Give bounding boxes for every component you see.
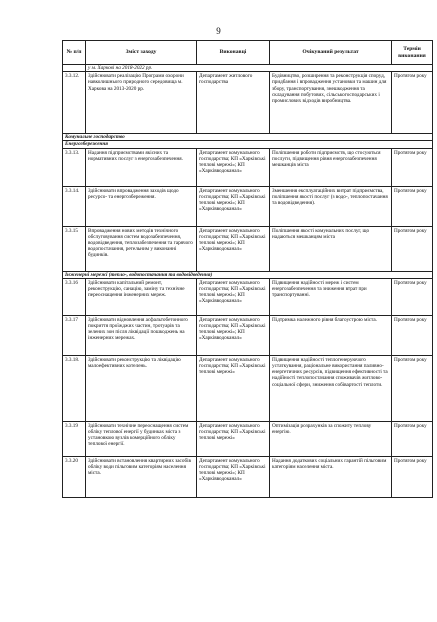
row-executors: Департамент житлового господарства xyxy=(197,72,270,134)
header-number: № п/п xyxy=(63,41,86,65)
row-executors: Департамент комунального господарства; КП «Харківські теплові мережі»; КП «Харківводоканал» xyxy=(197,278,270,315)
row-result: Підвищення надійності мереж і систем енергозабезпечення та зниження втрат при транспортуванні. xyxy=(270,278,392,315)
table-row xyxy=(63,421,433,456)
row-term: Протягом року xyxy=(392,355,433,421)
row-content: Здійснювати відновлення асфальтобетонного покриття проїжджих частин, тротуарів та зелених зон після ліквідації пошкоджень на інженерних мережах. xyxy=(86,315,197,355)
row-executors: Департамент комунального господарства; КП «Харківські теплові мережі»; КП «Харківводоканал» xyxy=(197,226,270,271)
empty-cell xyxy=(63,65,86,72)
page-number: 9 xyxy=(216,26,221,36)
row-number: 3.3.12. xyxy=(63,72,86,134)
row-number: 3.3.18. xyxy=(63,355,86,421)
row-content: Здійснювати технічне переоснащення систем обліку теплової енергії у будинках міста з установкою вузлів комерційного обліку теплової енергії. xyxy=(86,421,197,456)
table-row xyxy=(63,72,433,134)
row-content: Здійснювати реконструкцію та ліквідацію малоефективних котелень. xyxy=(86,355,197,421)
row-executors: Департамент комунального господарства; КП «Харківські теплові мережі»; КП «Харківводоканал» xyxy=(197,186,270,226)
row-term: Протягом року xyxy=(392,186,433,226)
section-heading: Енергозбереження xyxy=(63,141,433,148)
row-term: Протягом року xyxy=(392,278,433,315)
measures-table xyxy=(62,40,433,498)
row-term: Протягом року xyxy=(392,456,433,497)
section-heading-row xyxy=(63,141,433,148)
header-executors: Виконавці xyxy=(197,41,270,65)
row-result: Підтримка належного рівня благоустрою міста. xyxy=(270,315,392,355)
header-content: Зміст заходу xyxy=(86,41,197,65)
row-result: Поліпшення роботи підприємств, що стосуються послуги, підвищення рівня енергозабезпечення мешканців міста xyxy=(270,148,392,186)
row-result: Зменшення експлуатаційних витрат підприємства, поліпшення якості послуг (з водо-, теплопостачання та водовідведення). xyxy=(270,186,392,226)
row-term: Протягом року xyxy=(392,421,433,456)
row-number: 3.3.13. xyxy=(63,148,86,186)
table-row xyxy=(63,226,433,271)
row-term: Протягом року xyxy=(392,226,433,271)
row-number: 3.3.16 xyxy=(63,278,86,315)
section-heading: Комунальне господарство xyxy=(63,134,433,141)
row-number: 3.3.17 xyxy=(63,315,86,355)
row-number: 3.3.19 xyxy=(63,421,86,456)
row-content: Здійснювати встановлення квартирних засобів обліку води пільговим категоріям населення міста. xyxy=(86,456,197,497)
row-result: Підвищення надійності теплогенеруючого устаткування, раціональне використання паливно-енергетичних ресурсів, підвищення ефективності та надійності теплопостачання споживачів житлово-соціальної сфери, зниження собівартості теплоти. xyxy=(270,355,392,421)
row-executors: Департамент комунального господарства; КП «Харківські теплові мережі»; КП «Харківводоканал» xyxy=(197,148,270,186)
table-row xyxy=(63,278,433,315)
header-term: Термін виконання xyxy=(392,41,433,65)
table-row xyxy=(63,148,433,186)
row-term: Протягом року xyxy=(392,148,433,186)
row-result: Оптимізація розрахунків за спожиту теплову енергію. xyxy=(270,421,392,456)
row-number: 3.3.20 xyxy=(63,456,86,497)
row-term: Протягом року xyxy=(392,315,433,355)
row-content: Здійснювати капітальний ремонт, реконструкцію, санацію, заміну та технічне переоснащення інженерних мереж. xyxy=(86,278,197,315)
row-term: Протягом року xyxy=(392,72,433,134)
section-heading: Інженерні мережі (тепло-, водопостачання та водовідведення) xyxy=(63,271,433,278)
header-result: Очікуваний результат xyxy=(270,41,392,65)
section-heading-row xyxy=(63,271,433,278)
table-row xyxy=(63,186,433,226)
table-row xyxy=(63,315,433,355)
row-number: 3.3.15 xyxy=(63,226,86,271)
table-row xyxy=(63,456,433,497)
subheading-row xyxy=(63,65,433,72)
row-result: Будівництво, розширення та реконструкція споруд, придбання і впровадження установки та машин для збору, транспортування, знешкодження та складування побутових, сільськогосподарських і промислових відходів виробництва. xyxy=(270,72,392,134)
row-executors: Департамент комунального господарства; КП «Харківські теплові мережі»; КП «Харківводоканал» xyxy=(197,456,270,497)
table-body xyxy=(63,65,433,498)
section-heading-row xyxy=(63,134,433,141)
row-content: Впровадження нових методів технічного обслуговування систем водозабезпечення, водовідведення, теплозабезпечення та гарячого водопостачання, ретельним у виконанні будинків. xyxy=(86,226,197,271)
row-result: Поліпшення якості комунальних послуг, що надаються мешканцям міста xyxy=(270,226,392,271)
table-header-row xyxy=(63,41,433,65)
row-content: Надання підприємствами якісних та нормативних послуг з енергозабезпечення. xyxy=(86,148,197,186)
table-row xyxy=(63,355,433,421)
row-executors: Департамент комунального господарства; КП «Харківські теплові мережі» xyxy=(197,355,270,421)
row-result: Надання додаткових соціальних гарантій пільговим категоріям населення міста. xyxy=(270,456,392,497)
row-content: Здійснювати впровадження заходів щодо ресурсо- та енергозбереження. xyxy=(86,186,197,226)
subheading: у м. Харкові на 2018-2022 рр. xyxy=(86,65,433,72)
row-executors: Департамент комунального господарства; КП «Харківські теплові мережі» xyxy=(197,421,270,456)
row-number: 3.3.14. xyxy=(63,186,86,226)
row-executors: Департамент комунального господарства; КП «Харківські теплові мережі»; КП «Харківводоканал» xyxy=(197,315,270,355)
row-content: Здійснювати реалізацію Програми охорони навколишнього природного середовища м. Харкова на 2013-2020 рр. xyxy=(86,72,197,134)
